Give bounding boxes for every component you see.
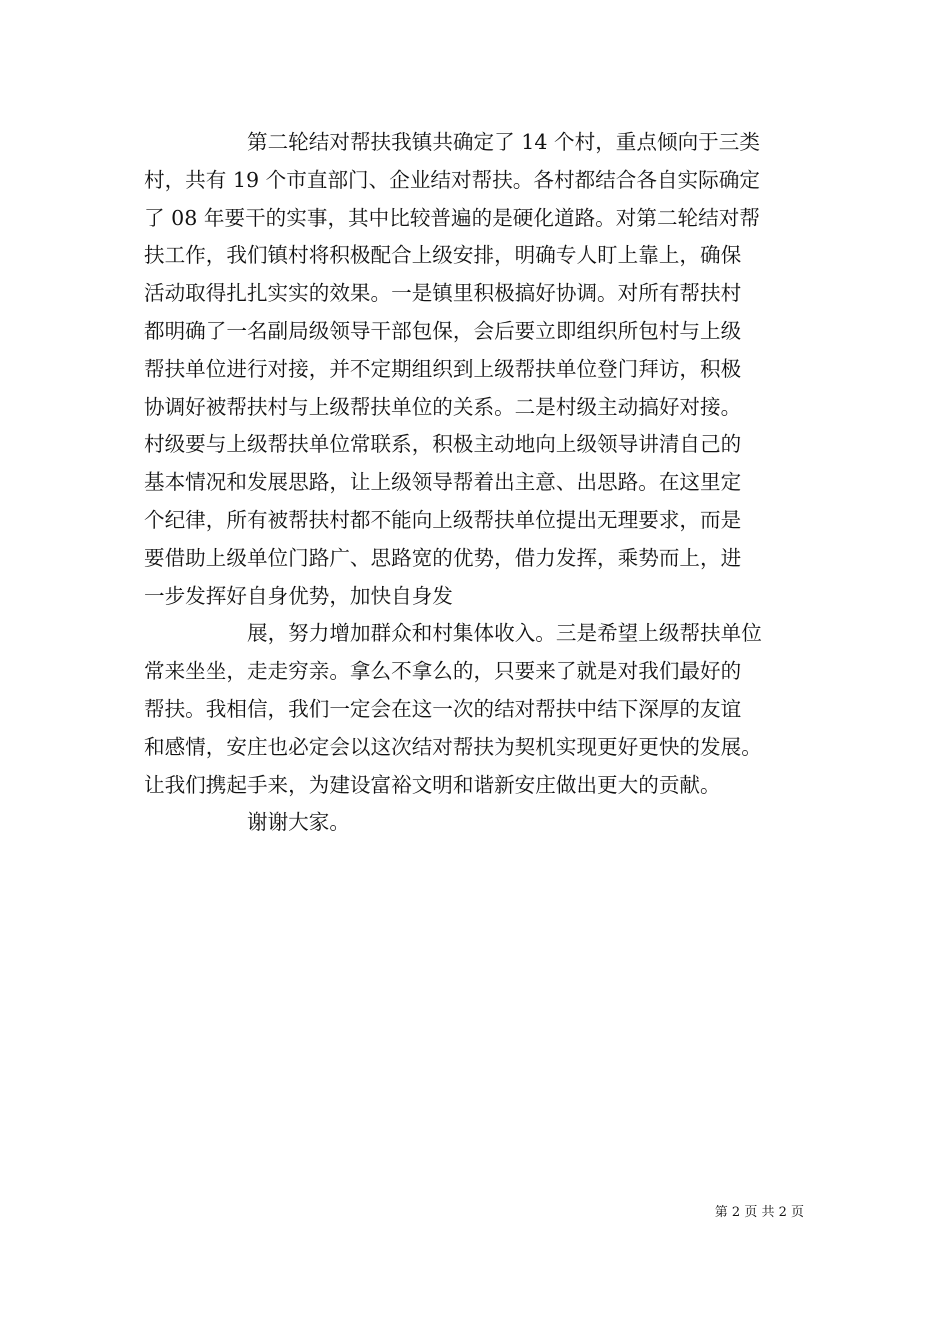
text-line: 都明确了一名副局级领导干部包保，会后要立即组织所包村与上级	[144, 318, 742, 343]
text-line: 帮扶。我相信，我们一定会在这一次的结对帮扶中结下深厚的友谊	[144, 696, 742, 721]
text-line: 基本情况和发展思路，让上级领导帮着出主意、出思路。在这里定	[144, 470, 742, 495]
page-footer: 第 2 页 共 2 页	[714, 1205, 804, 1220]
text-line: 展，努力增加群众和村集体收入。三是希望上级帮扶单位	[247, 621, 762, 646]
text-line: 一步发挥好自身优势，加快自身发	[144, 583, 453, 608]
text-line: 帮扶单位进行对接，并不定期组织到上级帮扶单位登门拜访，积极	[144, 356, 742, 381]
text-line: 要借助上级单位门路广、思路宽的优势，借力发挥，乘势而上，进	[144, 545, 742, 570]
body-text	[144, 124, 808, 842]
text-line: 村级要与上级帮扶单位常联系，积极主动地向上级领导讲清自己的	[144, 432, 742, 457]
text-line: 个纪律，所有被帮扶村都不能向上级帮扶单位提出无理要求，而是	[144, 507, 742, 532]
text-line: 和感情，安庄也必定会以这次结对帮扶为契机实现更好更快的发展。	[144, 734, 762, 759]
text-line: 村，共有 19 个市直部门、企业结对帮扶。各村都结合各自实际确定	[144, 167, 760, 192]
text-line: 第二轮结对帮扶我镇共确定了 14 个村，重点倾向于三类	[247, 130, 760, 154]
text-line: 让我们携起手来，为建设富裕文明和谐新安庄做出更大的贡献。	[144, 772, 721, 797]
text-line: 协调好被帮扶村与上级帮扶单位的关系。二是村级主动搞好对接。	[144, 394, 742, 419]
text-line: 了 08 年要干的实事，其中比较普遍的是硬化道路。对第二轮结对帮	[144, 205, 760, 230]
text-line: 活动取得扎扎实实的效果。一是镇里积极搞好协调。对所有帮扶村	[144, 281, 742, 306]
text-line: 扶工作，我们镇村将积极配合上级安排，明确专人盯上靠上，确保	[144, 243, 742, 268]
text-line: 常来坐坐，走走穷亲。拿么不拿么的，只要来了就是对我们最好的	[144, 659, 742, 684]
text-line: 谢谢大家。	[247, 810, 350, 835]
